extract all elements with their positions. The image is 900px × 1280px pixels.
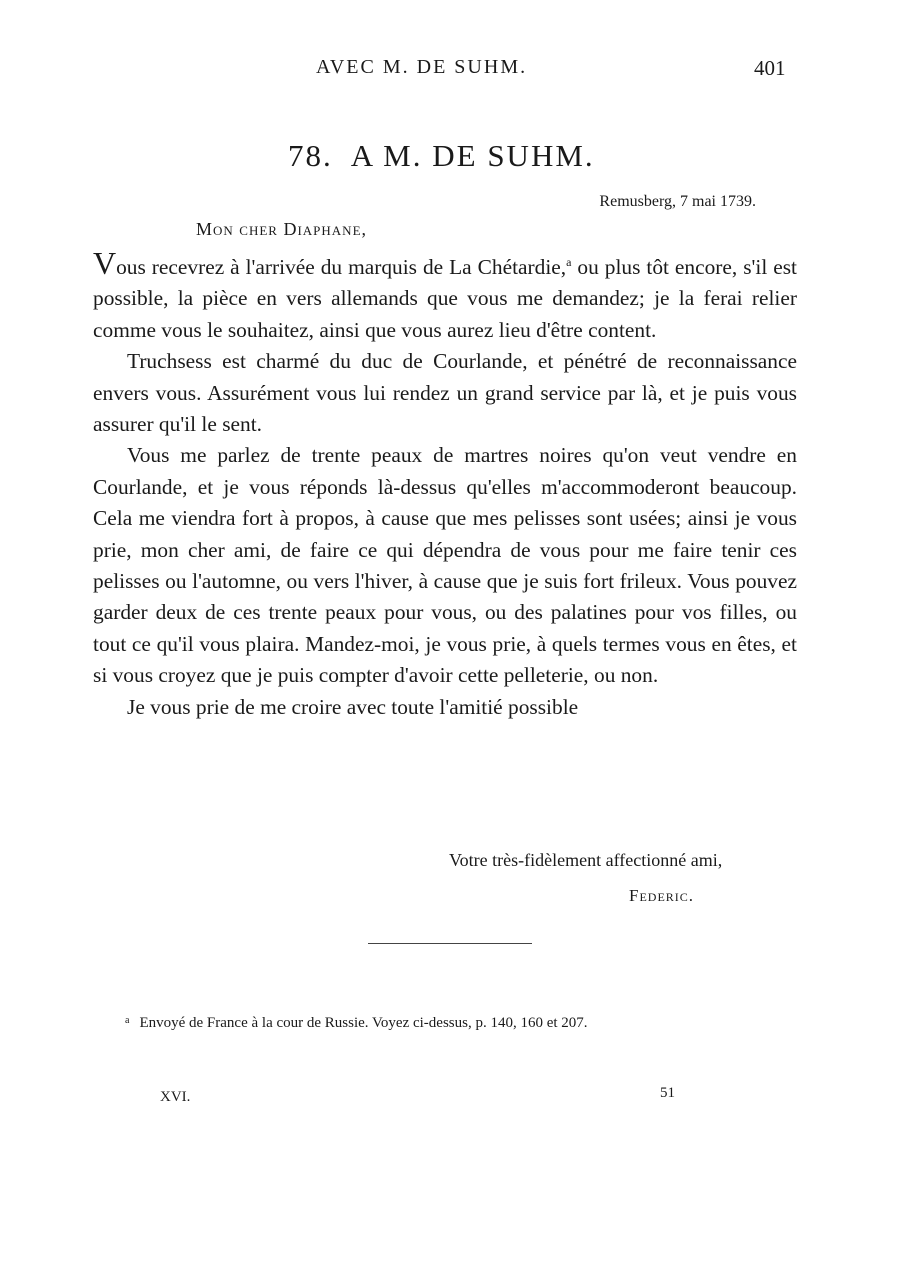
running-title: AVEC M. DE SUHM. [316,56,528,78]
sheet-number: 51 [660,1085,675,1101]
drop-cap: V [93,245,117,281]
letter-number: 78. [288,138,333,173]
letter-heading: A M. DE SUHM. [350,138,595,173]
letter-title [288,138,595,174]
paragraph-1-text-b: ou plus tôt encore, s'il est possible, la pièce en vers allemands que vous me demandez; je la ferai relier comme vous le souhaitez, ainsi que vous aurez lieu d'être content. [93,255,798,342]
running-head [0,56,900,86]
paragraph-4: Je vous prie de me croire avec toute l'amitié possible [127,694,579,719]
signature-mark: XVI. [160,1089,191,1105]
letter-body [93,245,798,723]
paragraph-1-text-a: ous recevrez à l'arrivée du marquis de La Chétardie, [116,255,567,279]
footnote-mark: a [125,1015,130,1026]
closing: Votre très-fidèlement affectionné ami, [449,850,723,870]
signature: Federic. [629,886,695,905]
salutation: Mon cher Diaphane, [196,219,368,239]
section-divider [368,943,532,944]
footnote-text: Envoyé de France à la cour de Russie. Voyez ci-dessus, p. 140, 160 et 207. [139,1015,588,1031]
dateline: Remusberg, 7 mai 1739. [599,193,756,210]
paragraph-1 [93,245,798,346]
footnote-reference[interactable]: a [566,255,572,269]
paragraph-3: Vous me parlez de trente peaux de martres noires qu'on veut vendre en Courlande, et je vous réponds là-dessus qu'elles m'accommoderont beaucoup. Cela me viendra fort à propos, à cause que mes pelisses sont usées; ainsi je vous prie, mon cher ami, de faire ce qui dépendra de vous pour me faire tenir ces pelisses ou l'automne, ou vers l'hiver, à cause que je suis fort frileux. Vous pouvez garder deux de ces trente peaux pour vous, ou des palatines pour vos filles, ou tout ce qu'il vous plaira. Mandez-moi, je vous prie, à quels termes vous en êtes, et si vous croyez que je puis compter d'avoir cette pelleterie, ou non. [93,443,797,688]
paragraph-2: Truchsess est charmé du duc de Courlande, et pénétré de reconnaissance envers vous. Assurément vous lui rendez un grand service par là, et je puis vous assurer qu'il le sent. [93,349,797,437]
footnote [125,1015,588,1032]
page-number: 401 [754,56,786,80]
